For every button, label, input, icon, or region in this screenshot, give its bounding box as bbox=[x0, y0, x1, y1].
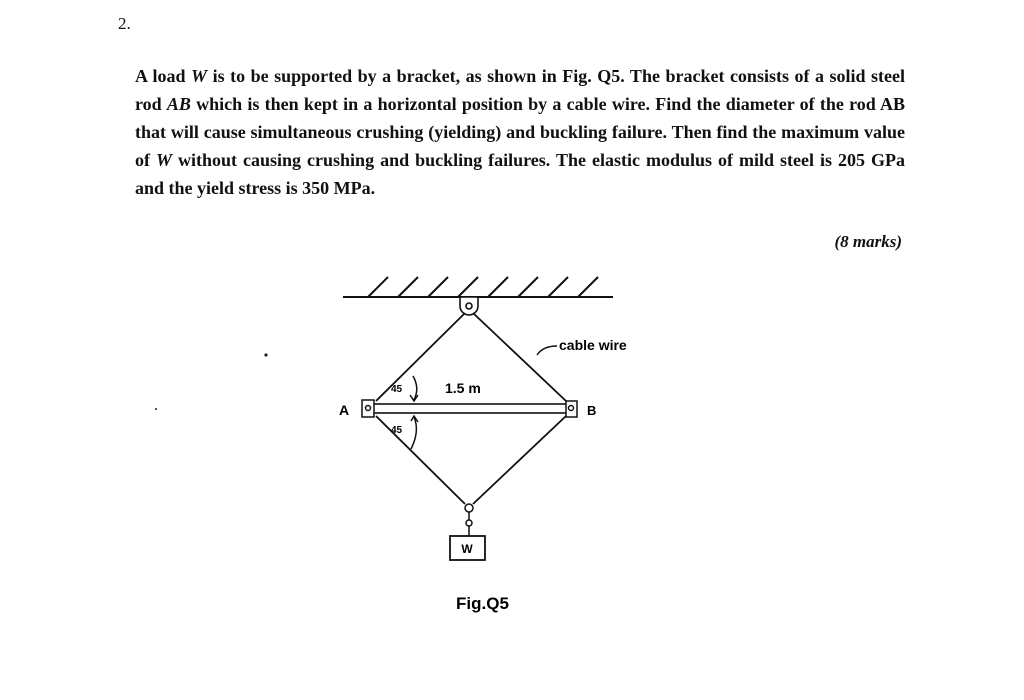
rod-length-label: 1.5 m bbox=[445, 380, 481, 396]
question-text-segment: without causing crushing and buckling failures. The elastic modulus of mild steel is 205 GPa and the yield stress is 350 MPa. bbox=[135, 150, 905, 198]
bottom-hook bbox=[465, 504, 473, 536]
rod-ab bbox=[367, 404, 567, 413]
pin-support-a bbox=[362, 400, 374, 417]
question-variable: W bbox=[191, 66, 208, 86]
question-variable: W bbox=[156, 150, 173, 170]
scan-speck bbox=[155, 408, 157, 410]
load-label: W bbox=[461, 542, 473, 556]
ceiling-support bbox=[343, 277, 613, 297]
question-number: 2. bbox=[118, 14, 131, 33]
angle-label-top: 45 bbox=[391, 384, 403, 395]
angle-arc-bottom bbox=[411, 417, 416, 449]
pin-support-b bbox=[566, 401, 577, 417]
top-pin-attachment bbox=[460, 297, 478, 315]
point-a-label: A bbox=[339, 402, 350, 418]
figure-caption: Fig.Q5 bbox=[456, 594, 509, 613]
question-text-segment: which is then kept in a horizontal position by a cable wire. Find the diameter of the rod AB that will cause simultaneous crushing (yielding) and buckling failure. Then find the maximum value of bbox=[135, 94, 905, 170]
cable-wire-label: cable wire bbox=[559, 337, 627, 353]
cable-leader-line bbox=[537, 346, 557, 355]
question-text-segment: is to be supported by a bracket, as shown in Fig. Q5. The bracket consists of a solid steel rod bbox=[135, 66, 905, 114]
question-variable: AB bbox=[166, 94, 191, 114]
marks-label: (8 marks) bbox=[834, 232, 902, 251]
cable-wire-lower bbox=[376, 416, 566, 504]
angle-arrow-top bbox=[410, 395, 418, 401]
angle-label-bottom: 45 bbox=[391, 425, 403, 436]
point-b-label: B bbox=[587, 403, 597, 418]
question-text-segment: A load bbox=[135, 66, 192, 86]
scan-speck bbox=[264, 353, 267, 356]
